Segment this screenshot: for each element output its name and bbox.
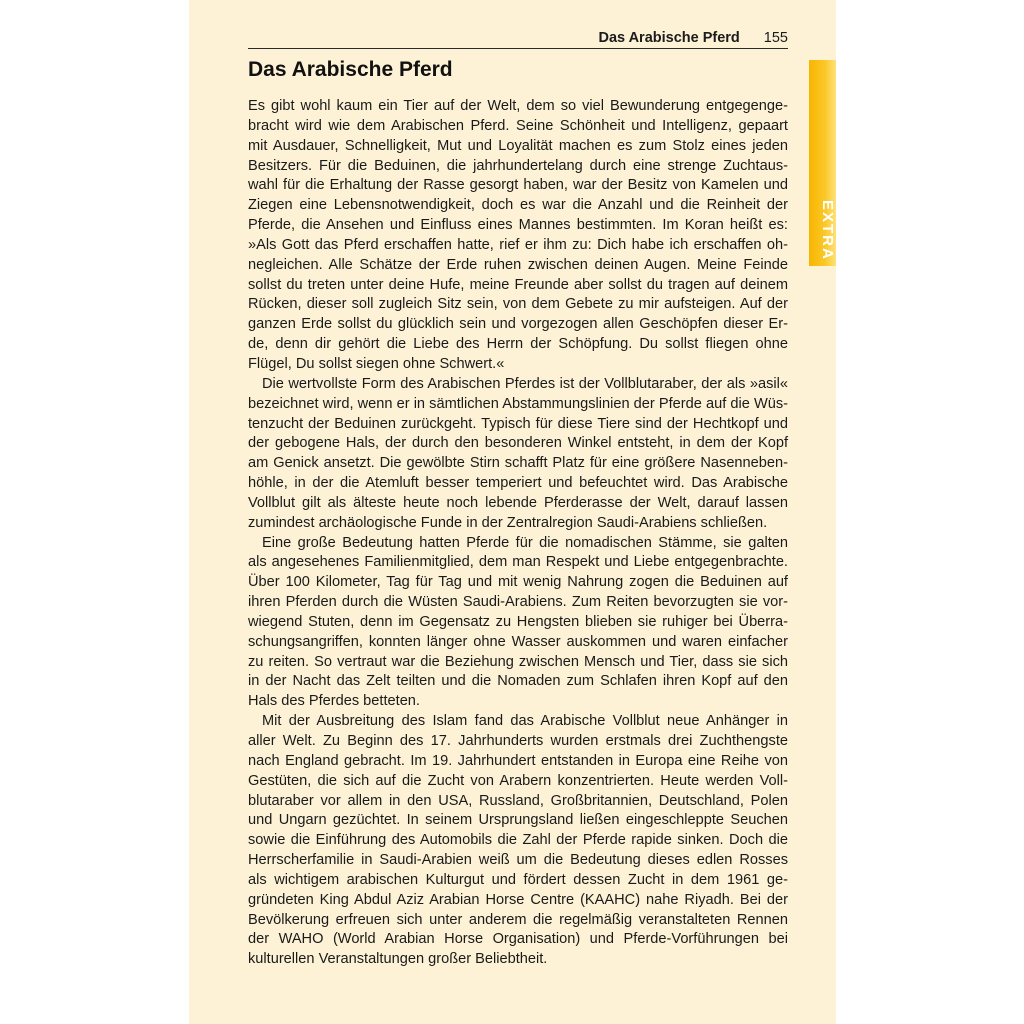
text-line: Bevölkerung erfreuen sich unter anderem die regelmäßig veranstalteten Rennen: [248, 911, 788, 928]
text-line: tenzucht der Beduinen zurückgeht. Typisch für diese Tiere sind der Hechtkopf und: [248, 415, 788, 432]
text-line: der WAHO (World Arabian Horse Organisation) und Pferde-Vorführungen bei: [248, 931, 788, 948]
text-line: Vollblut gilt als älteste heute noch lebende Pferderasse der Welt, darauf lassen: [248, 494, 788, 511]
page-number: 155: [763, 30, 788, 46]
running-head: [248, 30, 788, 50]
text-line: bezeichnet wird, wenn er in sämtlichen Abstammungslinien der Pferde auf die Wüs-: [248, 395, 788, 412]
extra-side-tab: [809, 60, 836, 266]
text-line: bracht wird wie dem Arabischen Pferd. Seine Schönheit und Intelligenz, gepaart: [248, 117, 788, 134]
paragraph: [248, 534, 788, 713]
text-line: »Als Gott das Pferd erschaffen hatte, rief er ihm zu: Dich habe ich erschaffen oh-: [248, 236, 788, 253]
text-line: ganzen Erde sollst du glücklich sein und vorgezogen allen Geschöpfen dieser Er-: [248, 316, 788, 333]
text-line: in der Nacht das Zelt teilten und die Nomaden zum Schlafen ihren Kopf auf den: [248, 673, 788, 690]
text-line: zu reiten. So vertraut war die Beziehung zwischen Mensch und Tier, dass sie sich: [248, 653, 788, 670]
article-heading: Das Arabische Pferd: [248, 58, 453, 81]
text-line: Es gibt wohl kaum ein Tier auf der Welt, dem so viel Bewunderung entgegenge-: [248, 98, 788, 114]
paragraph: [248, 712, 788, 970]
article-body: [248, 97, 788, 970]
text-line: de, denn dir gehört die Liebe des Herrn der Schöpfung. Du sollst fliegen ohne: [248, 336, 788, 353]
text-line: Gestüten, die sich auf die Zucht von Arabern konzentrierten. Heute werden Voll-: [248, 772, 788, 789]
text-line: sowie die Einführung des Automobils die Zahl der Pferde rapide sinken. Doch die: [248, 832, 788, 849]
text-line: Flügel, Du sollst siegen ohne Schwert.«: [248, 355, 505, 372]
text-line: Ziegen eine Lebensnotwendigkeit, doch es war die Anzahl und die Reinheit der: [248, 197, 788, 214]
text-line: mit Ausdauer, Schnelligkeit, Mut und Loyalität machen es zum Stolz eines jeden: [248, 137, 788, 154]
text-line: negleichen. Alle Schätze der Erde ruhen zwischen deinen Augen. Meine Feinde: [248, 256, 788, 273]
text-line: Besitzers. Für die Beduinen, die jahrhundertelang durch eine strenge Zuchtaus-: [248, 157, 788, 174]
text-line: höhle, in der die Atemluft besser temperiert und befeuchtet wird. Das Arabische: [248, 475, 788, 492]
text-line: Hals des Pferdes betteten.: [248, 693, 420, 710]
text-line: Eine große Bedeutung hatten Pferde für die nomadischen Stämme, sie galten: [262, 534, 788, 551]
text-line: gründeten King Abdul Aziz Arabian Horse Centre (KAAHC) nahe Riyadh. Bei der: [248, 891, 788, 908]
text-line: Pferde, die Ansehen und Einfluss eines Mannes bestimmten. Im Koran heißt es:: [248, 217, 788, 234]
text-line: Über 100 Kilometer, Tag für Tag und mit wenig Nahrung zogen die Beduinen auf: [248, 574, 788, 591]
text-line: wiegend Stuten, denn im Gegensatz zu Hengsten blieben sie ruhiger bei Überra-: [248, 613, 788, 630]
paragraph: [248, 97, 788, 375]
text-line: am Genick ansetzt. Die gewölbte Stirn schafft Platz für eine größere Nasenneben-: [248, 455, 788, 472]
book-page: [189, 0, 836, 1024]
header-rule: [248, 48, 788, 49]
text-line: nach England gebracht. Im 19. Jahrhundert entstanden in Europa eine Reihe von: [248, 752, 788, 769]
text-line: schungsangriffen, konnten länger ohne Wasser auskommen und waren einfacher: [248, 633, 788, 650]
text-line: wahl für die Erhaltung der Rasse gesorgt haben, war der Besitz von Kamelen und: [248, 177, 788, 194]
text-line: Rücken, dieser soll zugleich Sitz sein, von dem Gebete zu mir aufsteigen. Auf der: [248, 296, 788, 313]
text-line: ihren Pferden durch die Wüsten Saudi-Arabiens. Zum Reiten bevorzugten sie vor-: [248, 594, 788, 611]
text-line: als angesehenes Familienmitglied, dem man Respekt und Liebe entgegenbrachte.: [248, 554, 788, 571]
running-head-title: Das Arabische Pferd: [598, 30, 740, 46]
text-line: der gebogene Hals, der durch den besonderen Winkel entsteht, in dem der Kopf: [248, 435, 788, 452]
text-line: Die wertvollste Form des Arabischen Pferdes ist der Vollblutaraber, der als »asil«: [262, 375, 788, 392]
text-line: blutaraber vor allem in den USA, Russland, Großbritannien, Deutschland, Polen: [248, 792, 788, 809]
text-line: als wichtigem arabischen Kulturgut und fördert dessen Zucht in dem 1961 ge-: [248, 871, 788, 888]
paragraph: [248, 375, 788, 534]
text-line: zumindest archäologische Funde in der Zentralregion Saudi-Arabiens schließen.: [248, 514, 768, 531]
text-line: kulturellen Veranstaltungen großer Beliebtheit.: [248, 951, 548, 968]
text-line: sollst du treten unter deine Hufe, meine Freunde aber sollst du tragen auf deinem: [248, 276, 788, 293]
extra-tab-label: EXTRA: [819, 200, 836, 261]
text-line: Herrscherfamilie in Saudi-Arabien weiß um die Bedeutung dieses edlen Rosses: [248, 852, 788, 869]
text-line: aller Welt. Zu Beginn des 17. Jahrhunderts wurden erstmals drei Zuchthengste: [248, 733, 788, 749]
text-line: Mit der Ausbreitung des Islam fand das Arabische Vollblut neue Anhänger in: [262, 713, 788, 730]
text-line: und Ungarn gezüchtet. In seinem Ursprungsland ließen eingeschleppte Seuchen: [248, 812, 788, 829]
